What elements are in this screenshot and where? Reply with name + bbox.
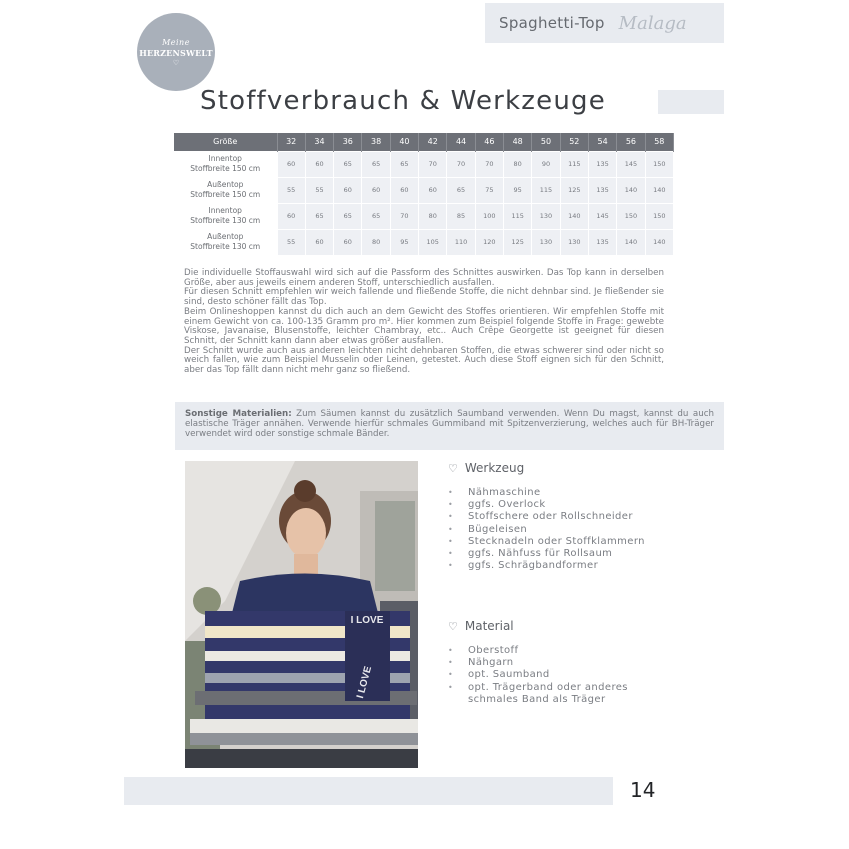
logo-brand: HERZENSWELT bbox=[139, 47, 213, 58]
bullet-icon: • bbox=[448, 500, 454, 510]
size-col: 38 bbox=[362, 133, 390, 151]
bullet-icon: • bbox=[448, 646, 454, 655]
bullet-icon: • bbox=[448, 536, 454, 546]
size-col: 36 bbox=[334, 133, 362, 151]
fabric-amount-cell: 55 bbox=[305, 177, 333, 203]
fabric-amount-cell: 65 bbox=[390, 151, 418, 177]
size-table-row bbox=[174, 203, 674, 229]
fabric-amount-cell: 135 bbox=[588, 177, 616, 203]
row-label-line1: Außentop bbox=[207, 180, 244, 189]
fabric-amount-cell: 145 bbox=[588, 203, 616, 229]
bullet-icon: • bbox=[448, 488, 454, 497]
list-item bbox=[448, 560, 645, 572]
fabric-amount-cell: 80 bbox=[504, 151, 532, 177]
fabric-amount-cell: 60 bbox=[334, 177, 362, 203]
heart-icon: ♡ bbox=[448, 461, 458, 475]
logo-script: Meine bbox=[162, 37, 190, 47]
logo-heart-icon: ♡ bbox=[172, 58, 180, 67]
list-item-text: Stoffschere oder Rollschneider bbox=[468, 511, 633, 523]
fabric-amount-cell: 80 bbox=[419, 203, 447, 229]
list-item-text: opt. Saumband bbox=[468, 669, 550, 681]
fabric-amount-cell: 95 bbox=[390, 229, 418, 255]
list-item bbox=[448, 645, 638, 657]
row-label-line1: Außentop bbox=[207, 232, 244, 242]
page-title: Stoffverbrauch & Werkzeuge bbox=[200, 86, 606, 116]
fabric-amount-cell: 150 bbox=[645, 151, 673, 177]
size-header-row bbox=[174, 133, 674, 151]
size-col: 40 bbox=[390, 133, 418, 151]
fabric-amount-cell: 130 bbox=[532, 203, 560, 229]
list-item-text: ggfs. Overlock bbox=[468, 499, 546, 511]
row-label-line2: Stoffbreite 150 cm bbox=[190, 190, 261, 199]
list-item-text: Oberstoff bbox=[468, 645, 519, 656]
fabric-amount-cell: 65 bbox=[334, 203, 362, 229]
fabric-amount-cell: 65 bbox=[305, 203, 333, 229]
row-label-line1: Innentop bbox=[208, 154, 242, 163]
paragraph: Der Schnitt wurde auch aus anderen leichten nicht dehnbaren Stoffen, die etwas schwerer sind oder nicht so weich fallen, wie zum Beispiel Musselin oder Leinen, getestet. Auch diese Stoff eignen sich für den Schnitt, aber das Top fällt dann nicht mehr ganz so fließend. bbox=[184, 345, 664, 376]
list-item bbox=[448, 524, 645, 536]
fabric-amount-cell: 60 bbox=[419, 177, 447, 203]
fabric-amount-cell: 125 bbox=[504, 229, 532, 255]
bullet-icon: • bbox=[448, 561, 454, 571]
size-col: 56 bbox=[617, 133, 645, 151]
fabric-amount-cell: 60 bbox=[277, 203, 305, 229]
row-label bbox=[174, 203, 277, 229]
size-col: 48 bbox=[504, 133, 532, 151]
row-label-line2: Stoffbreite 150 cm bbox=[190, 164, 261, 173]
photo-print-text: I LOVE bbox=[350, 615, 384, 626]
fabric-amount-cell: 115 bbox=[532, 177, 560, 203]
list-item bbox=[448, 682, 638, 706]
list-item bbox=[448, 487, 645, 499]
size-table-row bbox=[174, 177, 674, 203]
fabric-amount-cell: 140 bbox=[560, 203, 588, 229]
size-col: 54 bbox=[588, 133, 616, 151]
list-item-text: Nähmaschine bbox=[468, 487, 541, 498]
list-item bbox=[448, 499, 645, 511]
size-col: 46 bbox=[475, 133, 503, 151]
paragraph: Die individuelle Stoffauswahl wird sich auf die Passform des Schnittes auswirken. Das Top kann in derselben Größe, aber aus jeweils einem anderen Stoff, unterschiedlich ausfallen. bbox=[184, 268, 664, 288]
fabric-amount-cell: 95 bbox=[504, 177, 532, 203]
fabric-amount-cell: 145 bbox=[617, 151, 645, 177]
werkzeug-list bbox=[448, 487, 645, 572]
model-photo bbox=[185, 461, 418, 768]
list-item bbox=[448, 669, 638, 681]
fabric-amount-cell: 70 bbox=[475, 151, 503, 177]
page-number: 14 bbox=[630, 778, 656, 802]
list-item bbox=[448, 548, 645, 560]
size-col: 44 bbox=[447, 133, 475, 151]
fabric-amount-cell: 70 bbox=[390, 203, 418, 229]
fabric-amount-cell: 120 bbox=[475, 229, 503, 255]
size-col: 52 bbox=[560, 133, 588, 151]
list-item bbox=[448, 536, 645, 548]
fabric-amount-cell: 150 bbox=[617, 203, 645, 229]
paragraph: Beim Onlineshoppen kannst du dich auch an dem Gewicht des Stoffes orientieren. Wir empfehlen Stoffe mit einem Gewicht von ca. 100-135 Gramm pro m². Hier kommen zum Beispiel folgende Stoffe in Frage: gewebte Viskose, Javanaise, Blusenstoffe, leichter Chambray, etc.. Auch Crêpe Georgette ist geeignet für diesen Schnitt, der Schnitt kann dann aber etwas größer ausfallen. bbox=[184, 306, 664, 346]
fabric-amount-cell: 65 bbox=[362, 151, 390, 177]
note-text: Zum Säumen kannst du zusätzlich Saumband verwenden. Wenn Du magst, kannst du auch elastische Träger annähen. Verwende hierfür schmales Gummiband mit Spitzenverzierung, welches auch für BH-Träger verwendet wird oder sonstige schmale Bänder. bbox=[185, 409, 714, 439]
list-item-text: ggfs. Nähfuss für Rollsaum bbox=[468, 548, 613, 560]
list-item-text: Nähgarn bbox=[468, 657, 514, 669]
heart-icon: ♡ bbox=[448, 619, 458, 633]
row-label bbox=[174, 177, 277, 203]
size-col: 34 bbox=[305, 133, 333, 151]
fabric-amount-cell: 140 bbox=[645, 177, 673, 203]
fabric-amount-cell: 70 bbox=[419, 151, 447, 177]
fabric-amount-cell: 55 bbox=[277, 177, 305, 203]
werkzeug-heading bbox=[448, 461, 524, 475]
fabric-description bbox=[184, 269, 664, 376]
fabric-amount-cell: 130 bbox=[560, 229, 588, 255]
fabric-amount-cell: 115 bbox=[560, 151, 588, 177]
fabric-amount-cell: 65 bbox=[362, 203, 390, 229]
footer-bar bbox=[124, 777, 613, 805]
fabric-amount-cell: 150 bbox=[645, 203, 673, 229]
bullet-icon: • bbox=[448, 670, 454, 680]
photo-illustration bbox=[185, 461, 418, 768]
material-heading bbox=[448, 619, 514, 633]
list-item-text: Bügeleisen bbox=[468, 523, 528, 535]
fabric-amount-cell: 125 bbox=[560, 177, 588, 203]
fabric-amount-cell: 80 bbox=[362, 229, 390, 255]
size-col: 32 bbox=[277, 133, 305, 151]
note-label: Sonstige Materialien: bbox=[185, 409, 292, 419]
paragraph: Für diesen Schnitt empfehlen wir weich fallende und fließende Stoffe, die nicht dehnbar sind. Je fließender sie sind, desto schöner fällt das Top. bbox=[184, 287, 664, 308]
bullet-icon: • bbox=[448, 658, 454, 668]
fabric-amount-cell: 60 bbox=[334, 229, 362, 255]
size-col: 42 bbox=[419, 133, 447, 151]
fabric-amount-cell: 140 bbox=[617, 229, 645, 255]
title-accent-bar bbox=[658, 90, 724, 114]
row-label bbox=[174, 151, 277, 177]
fabric-amount-cell: 135 bbox=[588, 151, 616, 177]
bullet-icon: • bbox=[448, 512, 454, 522]
list-item-text: ggfs. Schrägbandformer bbox=[468, 560, 599, 572]
fabric-amount-cell: 60 bbox=[305, 151, 333, 177]
fabric-amount-cell: 90 bbox=[532, 151, 560, 177]
row-label-line2: Stoffbreite 130 cm bbox=[190, 242, 261, 252]
other-materials-note bbox=[175, 402, 724, 450]
fabric-amount-cell: 55 bbox=[277, 229, 305, 255]
header-title: Spaghetti-Top bbox=[499, 14, 605, 32]
material-heading-label: Material bbox=[464, 619, 514, 633]
bullet-icon: • bbox=[448, 549, 454, 559]
row-label-line2: Stoffbreite 130 cm bbox=[190, 216, 261, 225]
list-item bbox=[448, 511, 645, 523]
bullet-icon: • bbox=[448, 682, 454, 692]
size-table-row bbox=[174, 151, 674, 177]
fabric-amount-cell: 60 bbox=[277, 151, 305, 177]
material-list bbox=[448, 645, 638, 706]
fabric-amount-cell: 85 bbox=[447, 203, 475, 229]
fabric-amount-cell: 110 bbox=[447, 229, 475, 255]
size-col: 50 bbox=[532, 133, 560, 151]
fabric-amount-cell: 140 bbox=[617, 177, 645, 203]
fabric-amount-cell: 65 bbox=[447, 177, 475, 203]
fabric-amount-cell: 140 bbox=[645, 229, 673, 255]
fabric-amount-cell: 130 bbox=[532, 229, 560, 255]
fabric-amount-cell: 60 bbox=[362, 177, 390, 203]
fabric-size-table bbox=[174, 133, 674, 255]
document-header bbox=[485, 3, 724, 43]
fabric-amount-cell: 115 bbox=[504, 203, 532, 229]
fabric-amount-cell: 105 bbox=[419, 229, 447, 255]
fabric-amount-cell: 135 bbox=[588, 229, 616, 255]
fabric-amount-cell: 65 bbox=[334, 151, 362, 177]
header-script-title: Malaga bbox=[618, 12, 687, 34]
list-item-text: opt. Trägerband oder anderes schmales Band als Träger bbox=[468, 681, 628, 705]
list-item-text: Stecknadeln oder Stoffklammern bbox=[468, 535, 645, 547]
row-label-line1: Innentop bbox=[208, 206, 242, 215]
fabric-amount-cell: 100 bbox=[475, 203, 503, 229]
photo-print-text-vertical: I LOVE bbox=[355, 665, 375, 700]
list-item bbox=[448, 657, 638, 669]
fabric-amount-cell: 70 bbox=[447, 151, 475, 177]
size-table-row bbox=[174, 229, 674, 255]
size-header-label: Größe bbox=[174, 133, 277, 151]
bullet-icon: • bbox=[448, 524, 454, 534]
fabric-amount-cell: 75 bbox=[475, 177, 503, 203]
fabric-amount-cell: 60 bbox=[390, 177, 418, 203]
size-col: 58 bbox=[645, 133, 673, 151]
brand-logo bbox=[137, 13, 215, 91]
row-label bbox=[174, 229, 277, 255]
fabric-amount-cell: 60 bbox=[305, 229, 333, 255]
werkzeug-heading-label: Werkzeug bbox=[464, 461, 525, 475]
